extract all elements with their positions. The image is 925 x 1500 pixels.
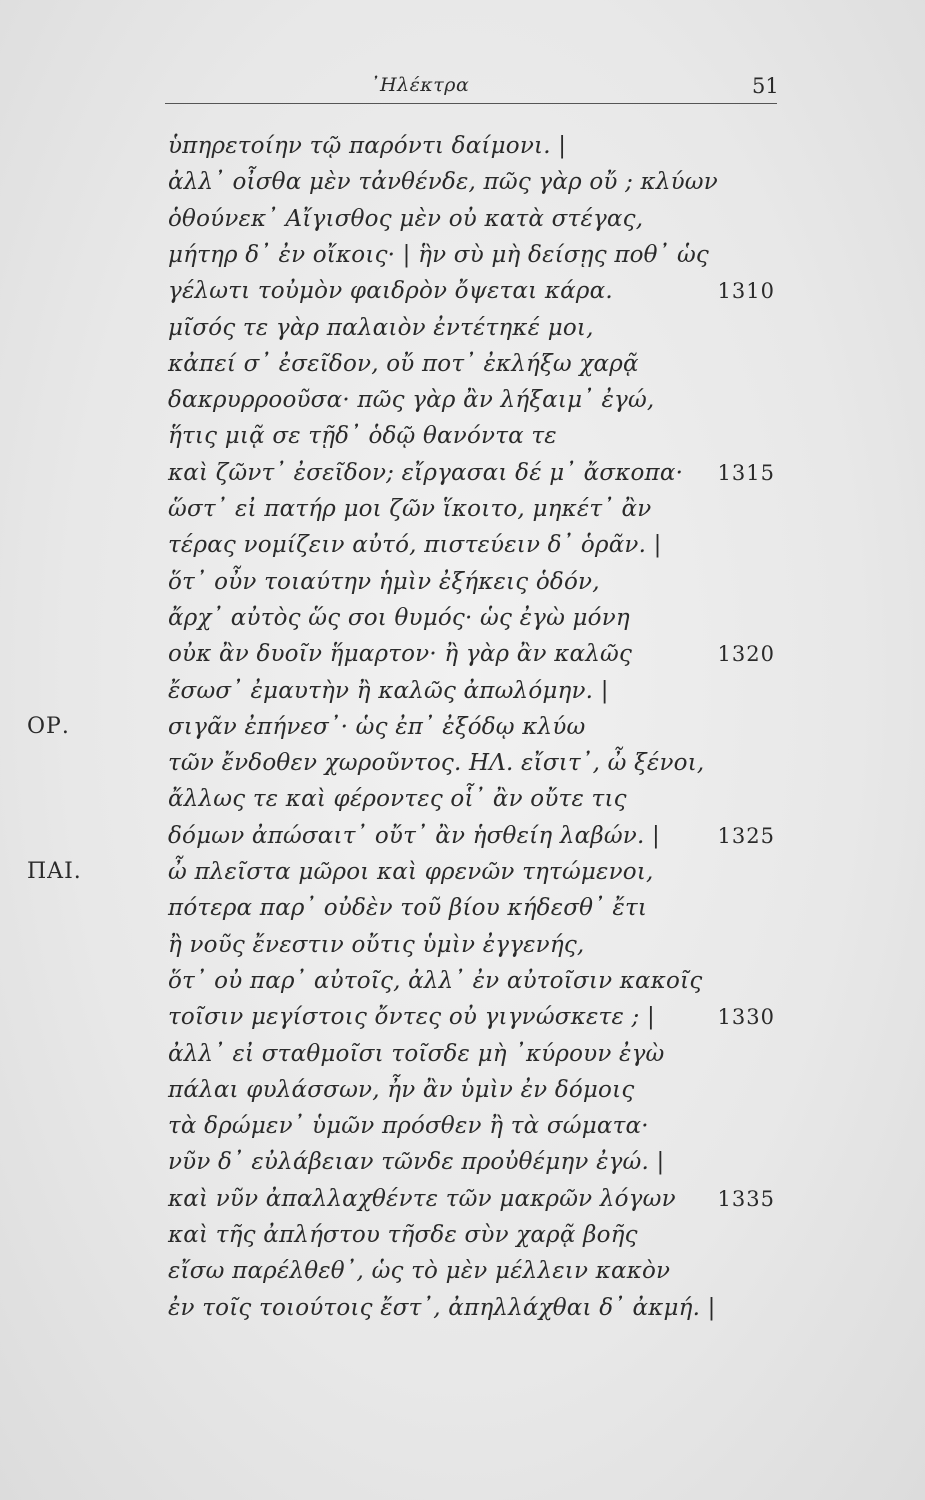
verse-line: γέλωτι τοὐμὸν φαιδρὸν ὄψεται κάρα. bbox=[168, 278, 613, 304]
verse-line: ὅτ᾿ οὖν τοιαύτην ἡμὶν ἐξήκεις ὁδόν, bbox=[168, 569, 600, 595]
verse-line: ὥστ᾿ εἰ πατήρ μοι ζῶν ἵκοιτο, μηκέτ᾿ ἂν bbox=[168, 496, 652, 522]
verse-line: τέρας νομίζειν αὐτό, πιστεύειν δ᾿ ὁρᾶν. | bbox=[168, 532, 662, 558]
verse-line: δόμων ἀπώσαιτ᾿ οὔτ᾿ ἂν ἡσθείη λαβών. | bbox=[168, 823, 660, 849]
verse-line: ἄρχ᾿ αὐτὸς ὥς σοι θυμός· ὡς ἐγὼ μόνη bbox=[168, 605, 630, 631]
verse-line: νῦν δ᾿ εὐλάβειαν τῶνδε προὐθέμην ἐγώ. | bbox=[168, 1149, 665, 1175]
verse-line: μῖσός τε γὰρ παλαιὸν ἐντέτηκέ μοι, bbox=[168, 315, 594, 341]
line-number: 1330 bbox=[717, 1005, 775, 1029]
line-number: 1335 bbox=[717, 1187, 775, 1211]
verse-line: οὐκ ἂν δυοῖν ἥμαρτον· ἢ γὰρ ἂν καλῶς bbox=[168, 641, 633, 667]
line-number: 1310 bbox=[717, 279, 775, 303]
verse-line: ἔσωσ᾿ ἐμαυτὴν ἢ καλῶς ἀπωλόμην. | bbox=[168, 678, 609, 704]
verse-line: ὅτ᾿ οὐ παρ᾿ αὐτοῖς, ἀλλ᾿ ἐν αὐτοῖσιν κακοῖς bbox=[168, 968, 703, 994]
verse-line: σιγᾶν ἐπήνεσ᾿· ὡς ἐπ᾿ ἐξόδῳ κλύω bbox=[168, 714, 586, 740]
line-number: 1325 bbox=[717, 824, 775, 848]
running-title: ᾿Ηλέκτρα bbox=[370, 74, 470, 96]
verse-line: ἄλλως τε καὶ φέροντες οἷ᾿ ἂν οὔτε τις bbox=[168, 786, 627, 812]
verse-line: εἴσω παρέλθεθ᾿, ὡς τὸ μὲν μέλλειν κακὸν bbox=[168, 1258, 671, 1284]
line-number: 1315 bbox=[717, 461, 775, 485]
verse-line: πότερα παρ᾿ οὐδὲν τοῦ βίου κήδεσθ᾿ ἔτι bbox=[168, 895, 648, 921]
verse-line: ἀλλ᾿ εἰ σταθμοῖσι τοῖσδε μὴ ᾿κύρουν ἐγὼ bbox=[168, 1041, 665, 1067]
verse-line: ἥτις μιᾷ σε τῇδ᾿ ὁδῷ θανόντα τε bbox=[168, 423, 557, 449]
verse-line: τὰ δρώμεν᾿ ὑμῶν πρόσθεν ἢ τὰ σώματα· bbox=[168, 1113, 649, 1139]
verse-line: πάλαι φυλάσσων, ἦν ἂν ὑμὶν ἐν δόμοις bbox=[168, 1077, 635, 1103]
verse-line: ὦ πλεῖστα μῶροι καὶ φρενῶν τητώμενοι, bbox=[168, 859, 654, 885]
verse-line: καὶ ζῶντ᾿ ἐσεῖδον; εἴργασαι δέ μ᾿ ἄσκοπα· bbox=[168, 460, 684, 486]
verse-line: ἀλλ᾿ οἶσθα μὲν τἀνθένδε, πῶς γὰρ οὔ ; κλύων bbox=[168, 169, 718, 195]
verse-line: τῶν ἔνδοθεν χωροῦντος. ΗΛ. εἴσιτ᾿, ὦ ξένοι, bbox=[168, 750, 705, 776]
verse-line: κἀπεί σ᾿ ἐσεῖδον, οὔ ποτ᾿ ἐκλήξω χαρᾷ bbox=[168, 351, 639, 377]
line-number: 1320 bbox=[717, 642, 775, 666]
verse-line: καὶ τῆς ἀπλήστου τῆσδε σὺν χαρᾷ βοῆς bbox=[168, 1222, 638, 1248]
verse-line: δακρυρροοῦσα· πῶς γὰρ ἂν λήξαιμ᾿ ἐγώ, bbox=[168, 387, 655, 413]
verse-line: τοῖσιν μεγίστοις ὄντες οὐ γιγνώσκετε ; | bbox=[168, 1004, 655, 1030]
verse-line: ὁθούνεκ᾿ Αἴγισθος μὲν οὐ κατὰ στέγας, bbox=[168, 206, 644, 232]
verse-line: ὑπηρετοίην τῷ παρόντι δαίμονι. | bbox=[168, 133, 567, 159]
verse-line: μήτηρ δ᾿ ἐν οἴκοις· | ἣν σὺ μὴ δείσῃς ποθ᾿ ὡς bbox=[168, 242, 709, 268]
page-number: 51 bbox=[752, 74, 779, 98]
verse-line: ἢ νοῦς ἔνεστιν οὔτις ὑμὶν ἐγγενής, bbox=[168, 932, 585, 958]
verse-line: ἐν τοῖς τοιούτοις ἔστ᾿, ἀπηλλάχθαι δ᾿ ἀκμή. | bbox=[168, 1295, 716, 1321]
speaker-label: ΠΑΙ. bbox=[27, 859, 82, 884]
verse-line: καὶ νῦν ἀπαλλαχθέντε τῶν μακρῶν λόγων bbox=[168, 1186, 676, 1212]
speaker-label: ΟΡ. bbox=[27, 714, 70, 739]
